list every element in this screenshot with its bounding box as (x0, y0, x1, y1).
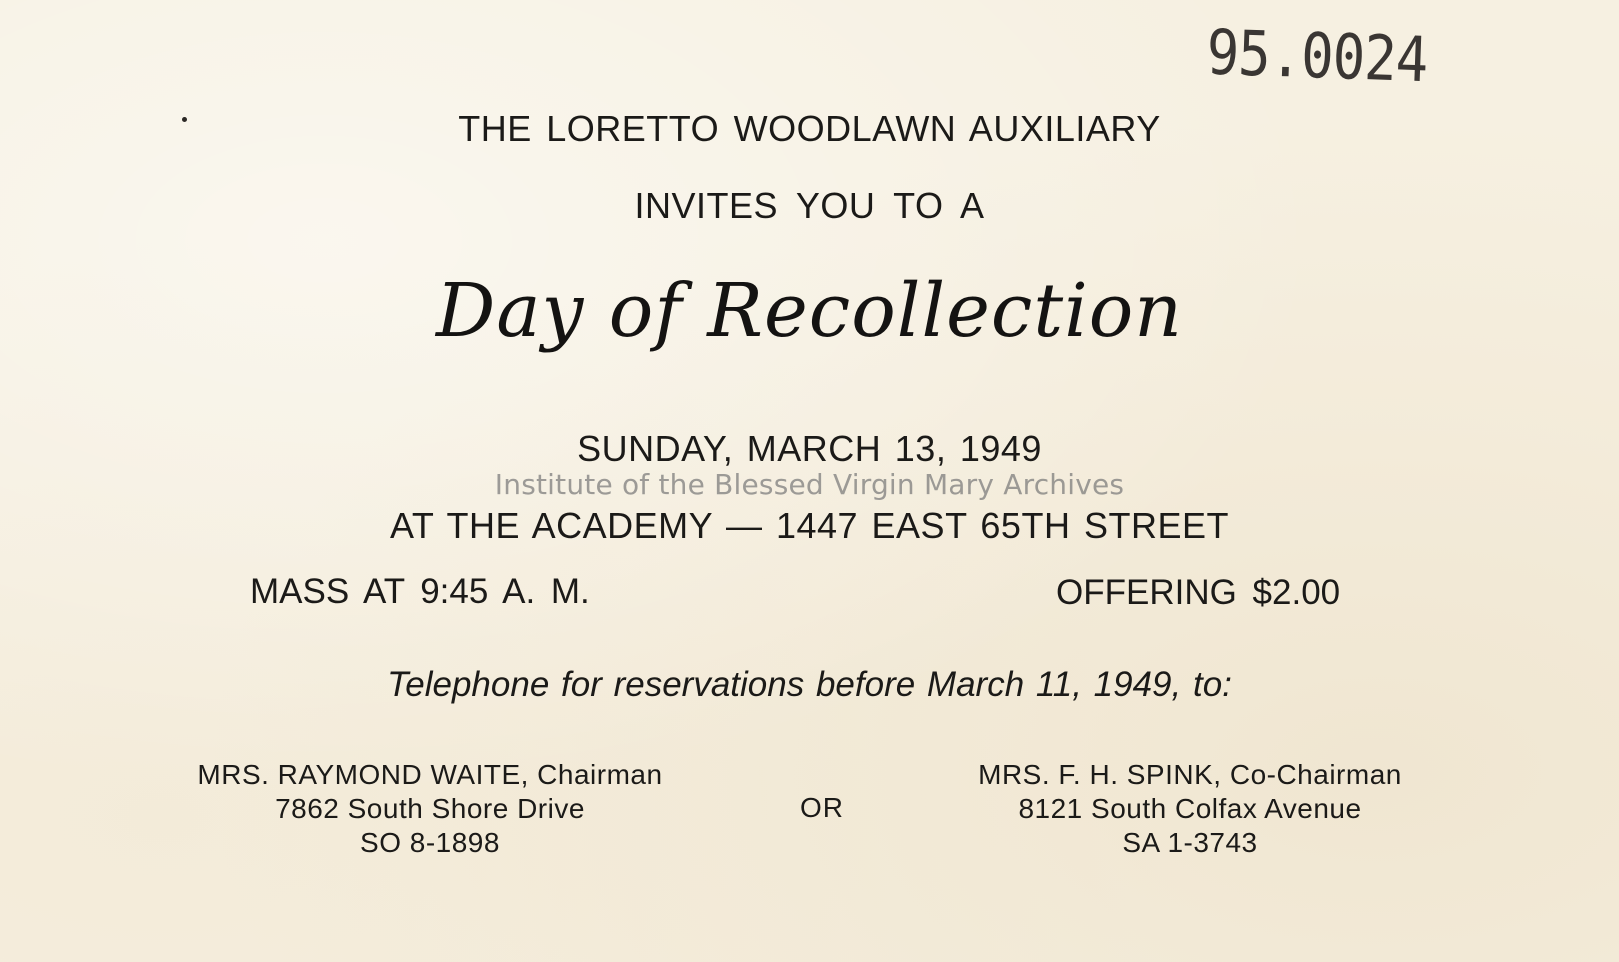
contact-phone: SA 1-3743 (1122, 827, 1258, 858)
host-heading: THE LORETTO WOODLAWN AUXILIARY (458, 108, 1161, 149)
catalog-number-handwritten: 95.0024 (1205, 16, 1429, 97)
archive-watermark: Institute of the Blessed Virgin Mary Archives (494, 468, 1125, 501)
contact-separator: OR (800, 792, 844, 823)
contact-name: MRS. F. H. SPINK, Co-Chairman (978, 759, 1402, 790)
reservation-instructions: Telephone for reservations before March 11, 1949, to: (387, 665, 1232, 704)
mass-time: MASS AT 9:45 A. M. (250, 572, 590, 611)
contact-co-chairman (960, 758, 1420, 860)
invite-heading: INVITES YOU TO A (634, 185, 985, 226)
event-date: SUNDAY, MARCH 13, 1949 (577, 428, 1042, 469)
event-venue: AT THE ACADEMY — 1447 EAST 65TH STREET (390, 505, 1229, 546)
contact-phone: SO 8-1898 (360, 827, 500, 858)
event-title: Day of Recollection (436, 268, 1183, 354)
offering-amount: OFFERING $2.00 (1056, 573, 1341, 612)
contact-address: 7862 South Shore Drive (275, 793, 585, 824)
contact-chairman (160, 758, 700, 860)
contact-name: MRS. RAYMOND WAITE, Chairman (197, 759, 663, 790)
contact-address: 8121 South Colfax Avenue (1018, 793, 1362, 824)
